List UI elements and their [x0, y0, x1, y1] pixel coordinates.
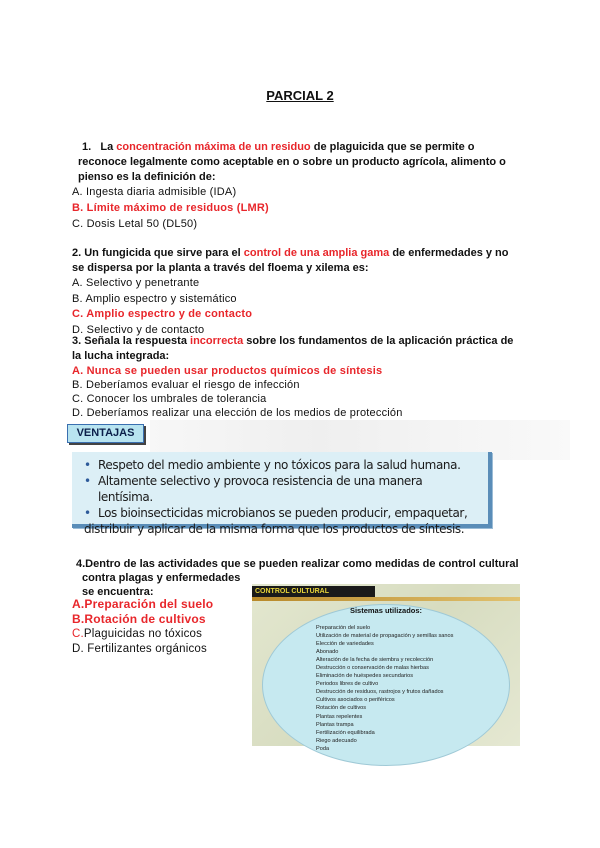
control-cultural-item: Fertilización equilibrada	[316, 729, 375, 736]
question-4-line-2: contra plagas y enfermedades	[82, 572, 241, 584]
control-cultural-item: Plantas repelentes	[316, 713, 363, 720]
question-1-post: de plaguicida que se permite o	[313, 141, 475, 153]
question-3-option-c: C. Conocer los umbrales de tolerancia	[72, 393, 267, 405]
ventajas-list	[72, 452, 488, 537]
question-3-pre: 3. Señala la respuesta	[72, 335, 187, 347]
question-1-line-2: reconoce legalmente como aceptable en o sobre un producto agrícola, alimento o	[78, 156, 506, 168]
question-1-line-1	[82, 140, 522, 155]
bullet-icon: •	[84, 506, 91, 520]
question-2-option-b: B. Amplio espectro y sistemático	[72, 293, 237, 305]
question-3-line-1	[72, 334, 542, 349]
question-2-highlight: control de una amplia gama	[243, 247, 390, 259]
control-cultural-item: Plantas trampa	[316, 721, 354, 728]
control-cultural-item: Poda	[316, 745, 330, 752]
page-title: PARCIAL 2	[266, 88, 334, 103]
question-4-line-3: se encuentra:	[82, 586, 154, 598]
control-cultural-title: Sistemas utilizados:	[349, 606, 423, 615]
question-1-option-b-correct: B. Límite máximo de residuos (LMR)	[72, 202, 269, 214]
question-3-option-a-correct: A. Nunca se pueden usar productos químicos de síntesis	[72, 365, 383, 377]
question-1-option-c: C. Dosis Letal 50 (DL50)	[72, 218, 198, 230]
control-cultural-item: Periodos libres de cultivo	[316, 681, 379, 688]
question-1-highlight: concentración máxima de un residuo	[116, 141, 311, 153]
control-cultural-item: Destrucción de residuos, rastrojos y frutos dañados	[316, 689, 444, 696]
question-1-line-3: pienso es la definición de:	[78, 171, 216, 183]
ventajas-box	[72, 452, 492, 536]
control-cultural-list	[316, 624, 516, 753]
control-cultural-item: Abonado	[316, 649, 339, 656]
question-1-number: 1.	[82, 141, 92, 153]
control-cultural-item: Preparación del suelo	[316, 625, 371, 631]
question-4-option-a-correct: A.Preparación del suelo	[72, 597, 214, 611]
control-cultural-item: Rotación de cultivos	[316, 705, 367, 712]
question-2-option-a: A. Selectivo y penetrante	[72, 277, 200, 289]
question-4-option-c: C.Plaguicidas no tóxicos	[72, 628, 203, 640]
question-3-post: sobre los fundamentos de la aplicación práctica de	[246, 335, 514, 347]
bullet-icon: •	[84, 458, 91, 472]
control-cultural-header: CONTROL CULTURAL	[252, 586, 375, 597]
control-cultural-item: Riego adecuado	[316, 737, 357, 744]
question-2-pre: 2. Un fungicida que sirve para el	[72, 247, 241, 259]
question-3-highlight: incorrecta	[190, 335, 244, 347]
control-cultural-item: Destrucción o conservación de malas hierbas	[316, 665, 429, 672]
question-4-option-d: D. Fertilizantes orgánicos	[72, 643, 207, 655]
bullet-icon: •	[84, 474, 91, 488]
ventajas-item-continuation: distribuir y aplicar de la misma forma que los productos de síntesis.	[84, 522, 465, 536]
question-3-line-2: la lucha integrada:	[72, 350, 170, 362]
question-2-option-d: D. Selectivo y de contacto	[72, 324, 205, 336]
control-cultural-item: Eliminación de huéspedes secundarios	[316, 673, 414, 680]
ventajas-label: VENTAJAS	[67, 424, 144, 443]
question-4-line-1: 4.Dentro de las actividades que se pueden realizar como medidas de control cultural	[76, 558, 519, 570]
question-2-line-2: se dispersa por la planta a través del floema y xilema es:	[72, 262, 369, 274]
control-cultural-image	[252, 584, 520, 752]
control-cultural-item: Utilización de material de propagación y semillas sanos	[316, 633, 454, 640]
control-cultural-item: Alteración de la fecha de siembra y recolección	[316, 657, 434, 664]
question-3-option-d: D. Deberíamos realizar una elección de los medios de protección	[72, 407, 403, 419]
ventajas-item: • Los bioinsecticidas microbianos se pueden producir, empaquetar,	[84, 506, 468, 520]
control-cultural-item: Elección de variedades	[316, 641, 374, 648]
question-3-option-b: B. Deberíamos evaluar el riesgo de infección	[72, 379, 300, 391]
question-1-option-a: A. Ingesta diaria admisible (IDA)	[72, 186, 237, 198]
question-2-option-c-correct: C. Amplio espectro y de contacto	[72, 308, 253, 320]
control-cultural-bar	[252, 597, 520, 601]
question-2-line-1	[72, 246, 542, 261]
ventajas-item: • Altamente selectivo y provoca resistencia de una manera lentísima.	[84, 474, 423, 504]
control-cultural-item: Cultivos asociados o periféricos	[316, 697, 395, 704]
question-1-pre: La	[100, 141, 114, 153]
question-2-post: de enfermedades y no	[392, 247, 509, 259]
question-4-option-b-correct: B.Rotación de cultivos	[72, 612, 206, 626]
ventajas-item: • Respeto del medio ambiente y no tóxicos para la salud humana.	[84, 458, 461, 472]
